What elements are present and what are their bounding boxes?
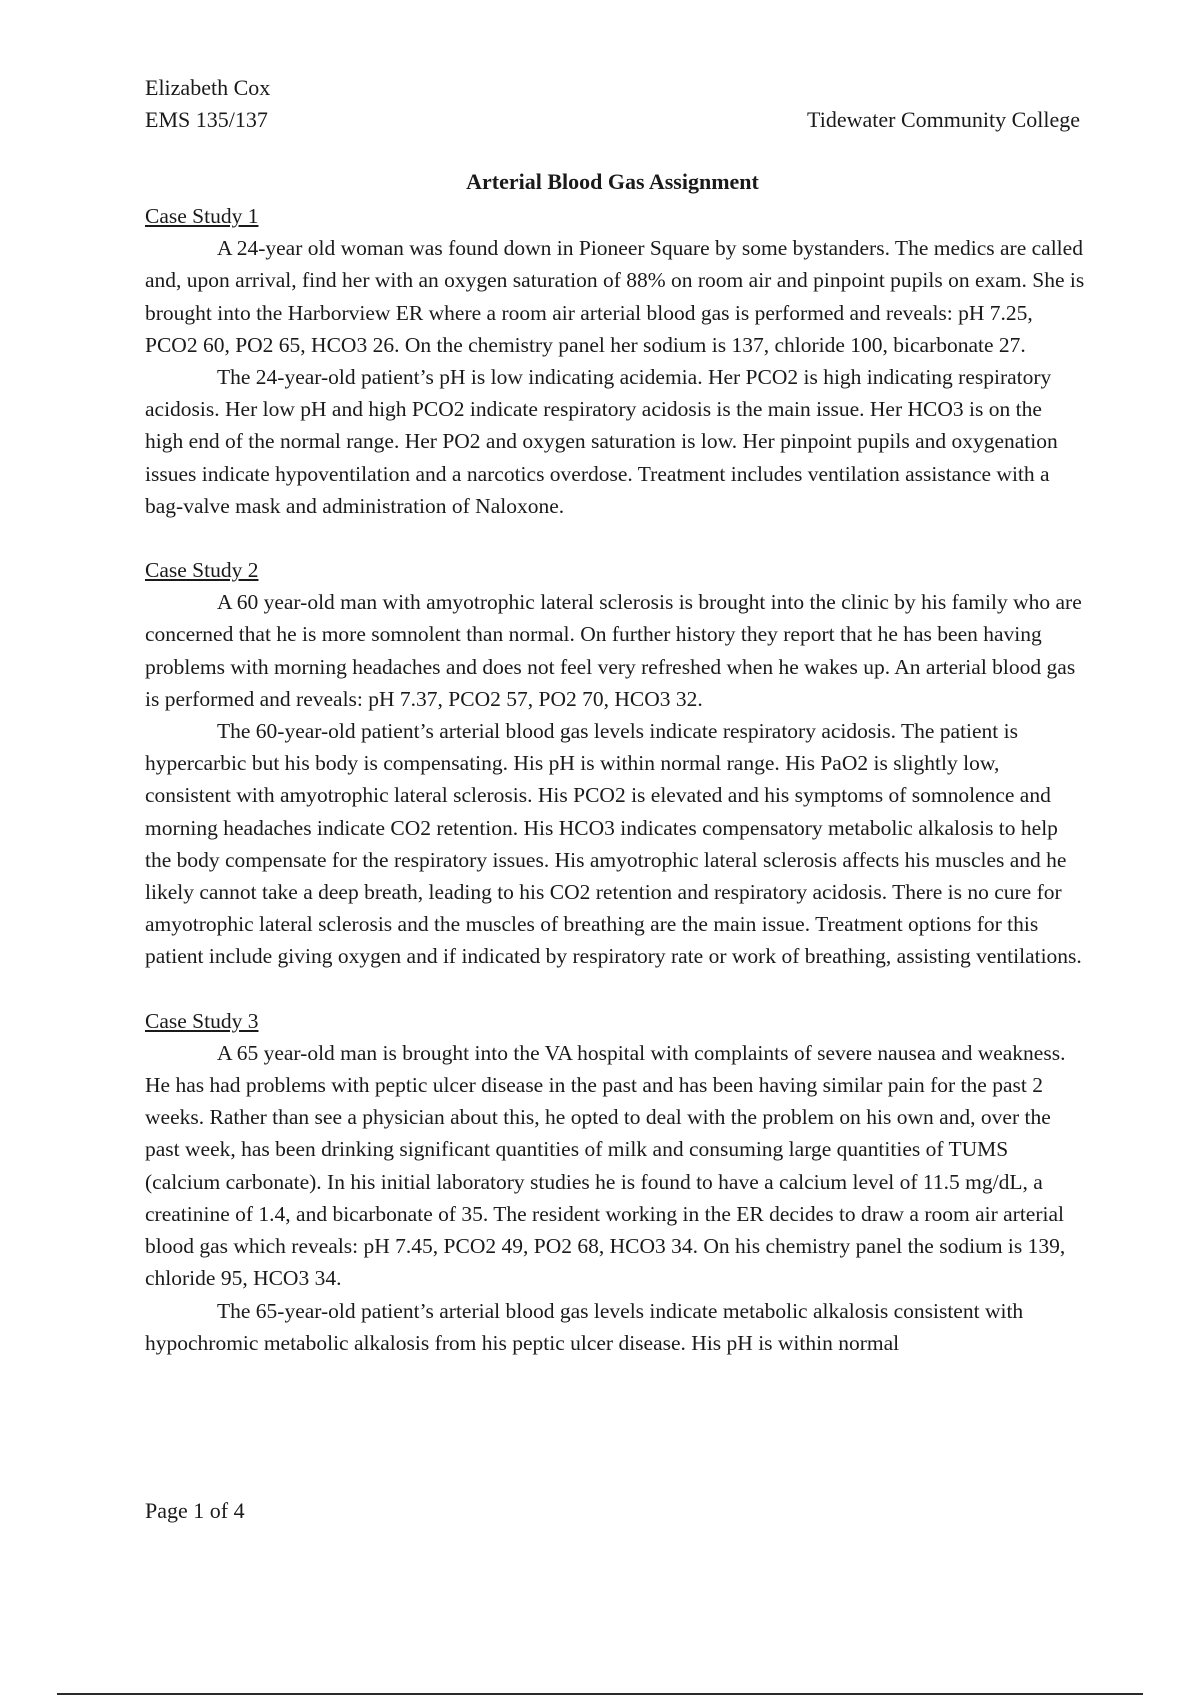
case-heading: Case Study 2 xyxy=(145,558,259,583)
section-spacer xyxy=(145,973,1085,1005)
case-scenario: A 60 year-old man with amyotrophic lateral sclerosis is brought into the clinic by his family who are concerned that he is more somnolent than normal. On further history they report that he has been having problems with morning headaches and does not feel very refreshed when he wakes up. An arterial blood gas is performed and reveals: pH 7.37, PCO2 57, PO2 70, HCO3 32. xyxy=(145,590,1082,711)
case-study-1 xyxy=(145,200,1085,522)
document-body xyxy=(145,200,1085,1359)
case-analysis: The 60-year-old patient’s arterial blood gas levels indicate respiratory acidosis. The patient is hypercarbic but his body is compensating. His pH is within normal range. His PaO2 is slightly low, consistent with amyotrophic lateral sclerosis. His PCO2 is elevated and his symptoms of somnolence and morning headaches indicate CO2 retention. His HCO3 indicates compensatory metabolic alkalosis to help the body compensate for the respiratory issues. His amyotrophic lateral sclerosis affects his muscles and he likely cannot take a deep breath, leading to his CO2 retention and respiratory acidosis. There is no cure for amyotrophic lateral sclerosis and the muscles of breathing are the main issue. Treatment options for this patient include giving oxygen and if indicated by respiratory rate or work of breathing, assisting ventilations. xyxy=(145,719,1082,969)
case-scenario: A 65 year-old man is brought into the VA hospital with complaints of severe nausea and weakness. He has had problems with peptic ulcer disease in the past and has been having similar pain for the past 2 weeks. Rather than see a physician about this, he opted to deal with the problem on his own and, over the past week, has been drinking significant quantities of milk and consuming large quantities of TUMS (calcium carbonate). In his initial laboratory studies he is found to have a calcium level of 11.5 mg/dL, a creatinine of 1.4, and bicarbonate of 35. The resident working in the ER decides to draw a room air arterial blood gas which reveals: pH 7.45, PCO2 49, PO2 68, HCO3 34. On his chemistry panel the sodium is 139, chloride 95, HCO3 34. xyxy=(145,1040,1066,1291)
school-name: Tidewater Community College xyxy=(807,107,1080,132)
case-study-3 xyxy=(145,1005,1085,1359)
section-spacer xyxy=(145,522,1085,554)
course-code: EMS 135/137 xyxy=(145,107,268,132)
case-scenario: A 24-year old woman was found down in Pioneer Square by some bystanders. The medics are called and, upon arrival, find her with an oxygen saturation of 88% on room air and pinpoint pupils on exam. She is brought into the Harborview ER where a room air arterial blood gas is performed and reveals: pH 7.25, PCO2 60, PO2 65, HCO3 26. On the chemistry panel her sodium is 137, chloride 100, bicarbonate 27. xyxy=(145,236,1085,357)
case-analysis: The 65-year-old patient’s arterial blood gas levels indicate metabolic alkalosis consistent with hypochromic metabolic alkalosis from his peptic ulcer disease. His pH is within normal xyxy=(145,1298,1024,1355)
page-divider xyxy=(57,1693,1143,1695)
case-heading: Case Study 1 xyxy=(145,204,259,228)
page-number: Page 1 of 4 xyxy=(145,1498,245,1523)
page-title: Arterial Blood Gas Assignment xyxy=(466,169,759,194)
author-name: Elizabeth Cox xyxy=(145,75,271,100)
case-heading: Case Study 3 xyxy=(145,1008,259,1033)
case-study-2 xyxy=(145,554,1085,973)
case-analysis: The 24-year-old patient’s pH is low indicating acidemia. Her PCO2 is high indicating respiratory acidosis. Her low pH and high PCO2 indicate respiratory acidosis is the main issue. Her HCO3 is on the high end of the normal range. Her PO2 and oxygen saturation is low. Her pinpoint pupils and oxygenation issues indicate hypoventilation and a narcotics overdose. Treatment includes ventilation assistance with a bag-valve mask and administration of Naloxone. xyxy=(145,365,1058,518)
